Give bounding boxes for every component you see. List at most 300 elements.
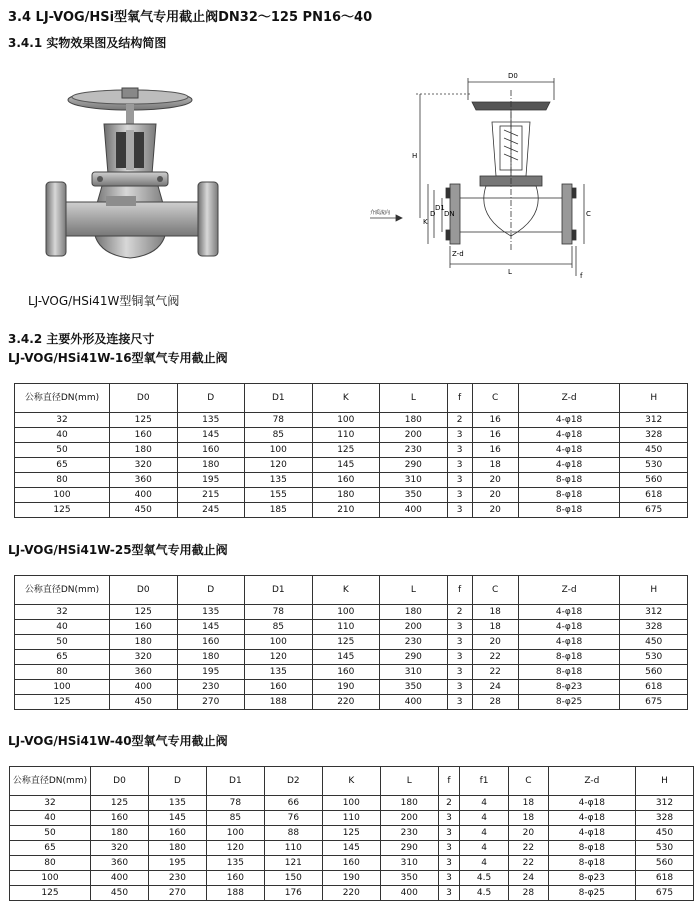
table-cell: 32 bbox=[15, 413, 110, 428]
table-cell: 4-φ18 bbox=[548, 811, 635, 826]
table-cell: 145 bbox=[312, 650, 380, 665]
table-cell: 22 bbox=[472, 665, 518, 680]
table-cell: 312 bbox=[635, 796, 693, 811]
table-cell: 88 bbox=[264, 826, 322, 841]
table-cell: 4 bbox=[460, 841, 509, 856]
table-cell: 16 bbox=[472, 443, 518, 458]
table-cell: 22 bbox=[509, 841, 549, 856]
table-cell: 310 bbox=[380, 473, 448, 488]
table-cell: 50 bbox=[10, 826, 91, 841]
table-cell: 210 bbox=[312, 503, 380, 518]
table-cell: 18 bbox=[472, 620, 518, 635]
table-title-40: LJ-VOG/HSi41W-40型氧气专用截止阀 bbox=[8, 734, 228, 748]
table-cell: 4-φ18 bbox=[548, 826, 635, 841]
table-cell: 3 bbox=[447, 665, 472, 680]
table-cell: 290 bbox=[380, 650, 448, 665]
table-row bbox=[10, 841, 694, 856]
column-header: K bbox=[312, 384, 380, 413]
table-cell: 180 bbox=[380, 413, 448, 428]
table-cell: 176 bbox=[264, 886, 322, 901]
column-header: f1 bbox=[460, 767, 509, 796]
table-cell: 100 bbox=[312, 605, 380, 620]
spec-table-40 bbox=[9, 766, 694, 901]
column-header: D0 bbox=[110, 384, 178, 413]
table-cell: 2 bbox=[438, 796, 459, 811]
table-cell: 3 bbox=[447, 635, 472, 650]
column-header: D1 bbox=[245, 576, 313, 605]
table-cell: 40 bbox=[15, 620, 110, 635]
table-cell: 200 bbox=[380, 428, 448, 443]
table-cell: 312 bbox=[620, 413, 688, 428]
table-cell: 360 bbox=[110, 473, 178, 488]
table-cell: 3 bbox=[438, 856, 459, 871]
table-cell: 2 bbox=[447, 605, 472, 620]
main-heading: 3.4 LJ-VOG/HSi型氧气专用截止阀DN32～125 PN16～40 bbox=[8, 10, 373, 25]
table-cell: 4.5 bbox=[460, 886, 509, 901]
table-cell: 4.5 bbox=[460, 871, 509, 886]
table-cell: 18 bbox=[472, 605, 518, 620]
table-cell: 120 bbox=[245, 650, 313, 665]
table-cell: 125 bbox=[15, 503, 110, 518]
label-d1: D1 bbox=[435, 204, 445, 212]
table-cell: 145 bbox=[177, 428, 245, 443]
table-cell: 3 bbox=[438, 886, 459, 901]
table-cell: 188 bbox=[245, 695, 313, 710]
table-cell: 18 bbox=[472, 458, 518, 473]
column-header: L bbox=[380, 767, 438, 796]
table-cell: 2 bbox=[447, 413, 472, 428]
table-header-row bbox=[15, 384, 688, 413]
column-header: L bbox=[380, 384, 448, 413]
column-header: Z-d bbox=[518, 576, 620, 605]
table-cell: 230 bbox=[148, 871, 206, 886]
table-cell: 200 bbox=[380, 620, 448, 635]
column-header: D bbox=[148, 767, 206, 796]
label-dn: DN bbox=[444, 210, 455, 218]
table-cell: 125 bbox=[322, 826, 380, 841]
table-cell: 3 bbox=[447, 680, 472, 695]
table-row bbox=[10, 796, 694, 811]
table-cell: 3 bbox=[438, 841, 459, 856]
table-cell: 190 bbox=[322, 871, 380, 886]
label-h: H bbox=[412, 152, 418, 160]
table-cell: 100 bbox=[10, 871, 91, 886]
column-header: D bbox=[177, 384, 245, 413]
table-cell: 66 bbox=[264, 796, 322, 811]
table-cell: 125 bbox=[10, 886, 91, 901]
section-heading-341: 3.4.1 实物效果图及结构简图 bbox=[8, 36, 167, 50]
table-cell: 40 bbox=[10, 811, 91, 826]
table-cell: 350 bbox=[380, 488, 448, 503]
table-cell: 675 bbox=[620, 503, 688, 518]
table-row bbox=[10, 886, 694, 901]
table-cell: 3 bbox=[438, 871, 459, 886]
table-cell: 3 bbox=[447, 443, 472, 458]
table-cell: 530 bbox=[620, 650, 688, 665]
table-cell: 20 bbox=[472, 488, 518, 503]
table-cell: 400 bbox=[110, 680, 178, 695]
table-cell: 3 bbox=[447, 473, 472, 488]
table-cell: 20 bbox=[472, 635, 518, 650]
table-cell: 8-φ25 bbox=[518, 695, 620, 710]
label-zd: Z-d bbox=[452, 250, 464, 258]
table-cell: 125 bbox=[312, 443, 380, 458]
table-row bbox=[15, 413, 688, 428]
table-cell: 28 bbox=[472, 695, 518, 710]
table-cell: 400 bbox=[380, 695, 448, 710]
valve-photo bbox=[42, 84, 222, 274]
table-cell: 135 bbox=[148, 796, 206, 811]
table-cell: 160 bbox=[110, 620, 178, 635]
table-cell: 18 bbox=[509, 811, 549, 826]
column-header: D1 bbox=[206, 767, 264, 796]
table-cell: 125 bbox=[110, 413, 178, 428]
table-cell: 3 bbox=[447, 695, 472, 710]
table-cell: 160 bbox=[245, 680, 313, 695]
table-cell: 100 bbox=[245, 443, 313, 458]
table-cell: 270 bbox=[148, 886, 206, 901]
table-cell: 65 bbox=[15, 458, 110, 473]
table-cell: 220 bbox=[322, 886, 380, 901]
table-cell: 180 bbox=[110, 443, 178, 458]
table-cell: 85 bbox=[206, 811, 264, 826]
table-cell: 290 bbox=[380, 841, 438, 856]
spec-table-16 bbox=[14, 383, 688, 518]
table-cell: 675 bbox=[620, 695, 688, 710]
table-cell: 22 bbox=[509, 856, 549, 871]
table-row bbox=[15, 635, 688, 650]
table-cell: 4 bbox=[460, 856, 509, 871]
column-header: 公称直径DN(mm) bbox=[15, 576, 110, 605]
table-cell: 125 bbox=[312, 635, 380, 650]
table-cell: 125 bbox=[15, 695, 110, 710]
column-header: C bbox=[509, 767, 549, 796]
table-cell: 160 bbox=[177, 443, 245, 458]
table-cell: 618 bbox=[620, 680, 688, 695]
table-cell: 3 bbox=[438, 826, 459, 841]
table-cell: 135 bbox=[245, 473, 313, 488]
table-cell: 4-φ18 bbox=[518, 443, 620, 458]
table-title-16: LJ-VOG/HSi41W-16型氧气专用截止阀 bbox=[8, 351, 228, 365]
column-header: f bbox=[438, 767, 459, 796]
table-cell: 120 bbox=[245, 458, 313, 473]
table-cell: 195 bbox=[177, 665, 245, 680]
table-cell: 160 bbox=[91, 811, 149, 826]
table-row bbox=[15, 665, 688, 680]
column-header: C bbox=[472, 384, 518, 413]
table-cell: 3 bbox=[447, 458, 472, 473]
column-header: C bbox=[472, 576, 518, 605]
table-cell: 145 bbox=[148, 811, 206, 826]
table-cell: 350 bbox=[380, 871, 438, 886]
table-cell: 8-φ18 bbox=[518, 473, 620, 488]
table-cell: 160 bbox=[148, 826, 206, 841]
table-cell: 190 bbox=[312, 680, 380, 695]
section-heading-342: 3.4.2 主要外形及连接尺寸 bbox=[8, 332, 155, 346]
table-cell: 85 bbox=[245, 620, 313, 635]
table-cell: 195 bbox=[148, 856, 206, 871]
table-cell: 320 bbox=[91, 841, 149, 856]
table-cell: 28 bbox=[509, 886, 549, 901]
table-row bbox=[15, 458, 688, 473]
table-cell: 135 bbox=[245, 665, 313, 680]
table-cell: 180 bbox=[110, 635, 178, 650]
table-cell: 230 bbox=[380, 443, 448, 458]
table-cell: 675 bbox=[635, 886, 693, 901]
table-cell: 100 bbox=[206, 826, 264, 841]
table-cell: 560 bbox=[620, 473, 688, 488]
table-cell: 180 bbox=[177, 650, 245, 665]
table-cell: 180 bbox=[91, 826, 149, 841]
column-header: f bbox=[447, 576, 472, 605]
table-cell: 160 bbox=[322, 856, 380, 871]
table-cell: 8-φ18 bbox=[518, 665, 620, 680]
table-cell: 618 bbox=[620, 488, 688, 503]
table-cell: 145 bbox=[312, 458, 380, 473]
table-row bbox=[10, 826, 694, 841]
table-cell: 450 bbox=[110, 503, 178, 518]
table-cell: 450 bbox=[91, 886, 149, 901]
table-cell: 65 bbox=[10, 841, 91, 856]
table-cell: 328 bbox=[620, 428, 688, 443]
table-row bbox=[15, 680, 688, 695]
table-cell: 145 bbox=[177, 620, 245, 635]
table-cell: 125 bbox=[91, 796, 149, 811]
table-cell: 180 bbox=[177, 458, 245, 473]
table-cell: 310 bbox=[380, 856, 438, 871]
column-header: D1 bbox=[245, 384, 313, 413]
table-cell: 312 bbox=[620, 605, 688, 620]
table-cell: 80 bbox=[10, 856, 91, 871]
table-cell: 4 bbox=[460, 811, 509, 826]
table-cell: 135 bbox=[206, 856, 264, 871]
column-header: f bbox=[447, 384, 472, 413]
table-cell: 180 bbox=[380, 605, 448, 620]
table-cell: 180 bbox=[380, 796, 438, 811]
column-header: H bbox=[620, 576, 688, 605]
table-cell: 32 bbox=[10, 796, 91, 811]
table-cell: 135 bbox=[177, 605, 245, 620]
table-cell: 8-φ18 bbox=[518, 650, 620, 665]
table-cell: 110 bbox=[312, 620, 380, 635]
table-row bbox=[15, 473, 688, 488]
table-cell: 450 bbox=[620, 635, 688, 650]
table-cell: 78 bbox=[206, 796, 264, 811]
table-cell: 20 bbox=[509, 826, 549, 841]
column-header: D bbox=[177, 576, 245, 605]
table-cell: 320 bbox=[110, 650, 178, 665]
table-cell: 78 bbox=[245, 605, 313, 620]
table-cell: 4-φ18 bbox=[518, 458, 620, 473]
table-cell: 200 bbox=[380, 811, 438, 826]
table-cell: 560 bbox=[635, 856, 693, 871]
column-header: 公称直径DN(mm) bbox=[15, 384, 110, 413]
table-cell: 160 bbox=[177, 635, 245, 650]
table-cell: 530 bbox=[635, 841, 693, 856]
flow-label: 介质流向 bbox=[370, 210, 391, 216]
table-cell: 230 bbox=[177, 680, 245, 695]
label-c: C bbox=[586, 210, 591, 218]
table-header-row bbox=[10, 767, 694, 796]
table-cell: 125 bbox=[110, 605, 178, 620]
table-row bbox=[10, 871, 694, 886]
table-cell: 3 bbox=[447, 428, 472, 443]
structure-drawing bbox=[368, 66, 598, 282]
table-cell: 145 bbox=[322, 841, 380, 856]
table-cell: 110 bbox=[312, 428, 380, 443]
table-cell: 8-φ23 bbox=[548, 871, 635, 886]
table-cell: 4-φ18 bbox=[518, 620, 620, 635]
table-cell: 20 bbox=[472, 503, 518, 518]
column-header: 公称直径DN(mm) bbox=[10, 767, 91, 796]
column-header: K bbox=[312, 576, 380, 605]
table-cell: 270 bbox=[177, 695, 245, 710]
table-cell: 3 bbox=[438, 811, 459, 826]
table-cell: 328 bbox=[635, 811, 693, 826]
table-cell: 120 bbox=[206, 841, 264, 856]
table-cell: 3 bbox=[447, 650, 472, 665]
table-cell: 121 bbox=[264, 856, 322, 871]
table-cell: 195 bbox=[177, 473, 245, 488]
column-header: Z-d bbox=[548, 767, 635, 796]
table-cell: 100 bbox=[245, 635, 313, 650]
label-l: L bbox=[508, 268, 512, 276]
table-cell: 22 bbox=[472, 650, 518, 665]
photo-caption: LJ-VOG/HSi41W型铜氧气阀 bbox=[28, 294, 180, 308]
table-cell: 24 bbox=[509, 871, 549, 886]
table-cell: 160 bbox=[110, 428, 178, 443]
table-cell: 110 bbox=[322, 811, 380, 826]
table-cell: 245 bbox=[177, 503, 245, 518]
table-cell: 185 bbox=[245, 503, 313, 518]
table-cell: 4 bbox=[460, 826, 509, 841]
table-cell: 50 bbox=[15, 443, 110, 458]
table-cell: 360 bbox=[91, 856, 149, 871]
table-cell: 4-φ18 bbox=[518, 428, 620, 443]
table-cell: 8-φ18 bbox=[518, 503, 620, 518]
table-cell: 8-φ18 bbox=[548, 856, 635, 871]
table-cell: 135 bbox=[177, 413, 245, 428]
table-cell: 180 bbox=[148, 841, 206, 856]
table-cell: 400 bbox=[380, 503, 448, 518]
table-row bbox=[15, 695, 688, 710]
table-row bbox=[15, 620, 688, 635]
table-title-25: LJ-VOG/HSi41W-25型氧气专用截止阀 bbox=[8, 543, 228, 557]
table-cell: 100 bbox=[15, 488, 110, 503]
table-row bbox=[15, 650, 688, 665]
table-cell: 530 bbox=[620, 458, 688, 473]
table-row bbox=[15, 488, 688, 503]
table-cell: 560 bbox=[620, 665, 688, 680]
table-cell: 450 bbox=[620, 443, 688, 458]
table-cell: 80 bbox=[15, 473, 110, 488]
table-cell: 4-φ18 bbox=[518, 635, 620, 650]
table-cell: 310 bbox=[380, 665, 448, 680]
table-row bbox=[15, 503, 688, 518]
table-cell: 40 bbox=[15, 428, 110, 443]
table-cell: 16 bbox=[472, 413, 518, 428]
table-cell: 3 bbox=[447, 620, 472, 635]
table-cell: 400 bbox=[91, 871, 149, 886]
table-cell: 4 bbox=[460, 796, 509, 811]
table-cell: 328 bbox=[620, 620, 688, 635]
table-cell: 20 bbox=[472, 473, 518, 488]
table-row bbox=[15, 605, 688, 620]
label-k: K bbox=[423, 218, 428, 226]
column-header: D0 bbox=[91, 767, 149, 796]
table-cell: 8-φ18 bbox=[518, 488, 620, 503]
table-cell: 160 bbox=[206, 871, 264, 886]
table-cell: 65 bbox=[15, 650, 110, 665]
column-header: K bbox=[322, 767, 380, 796]
table-cell: 16 bbox=[472, 428, 518, 443]
column-header: D2 bbox=[264, 767, 322, 796]
table-cell: 110 bbox=[264, 841, 322, 856]
label-d: D bbox=[430, 210, 436, 218]
table-cell: 188 bbox=[206, 886, 264, 901]
table-cell: 32 bbox=[15, 605, 110, 620]
table-cell: 78 bbox=[245, 413, 313, 428]
table-cell: 80 bbox=[15, 665, 110, 680]
table-cell: 618 bbox=[635, 871, 693, 886]
table-cell: 230 bbox=[380, 635, 448, 650]
table-row bbox=[10, 811, 694, 826]
table-cell: 8-φ23 bbox=[518, 680, 620, 695]
column-header: H bbox=[620, 384, 688, 413]
table-cell: 220 bbox=[312, 695, 380, 710]
column-header: D0 bbox=[110, 576, 178, 605]
table-cell: 320 bbox=[110, 458, 178, 473]
table-cell: 150 bbox=[264, 871, 322, 886]
table-cell: 100 bbox=[322, 796, 380, 811]
table-cell: 160 bbox=[312, 665, 380, 680]
table-row bbox=[15, 428, 688, 443]
column-header: H bbox=[635, 767, 693, 796]
column-header: L bbox=[380, 576, 448, 605]
table-cell: 290 bbox=[380, 458, 448, 473]
table-row bbox=[10, 856, 694, 871]
table-cell: 85 bbox=[245, 428, 313, 443]
table-cell: 350 bbox=[380, 680, 448, 695]
table-cell: 8-φ18 bbox=[548, 841, 635, 856]
table-cell: 4-φ18 bbox=[518, 605, 620, 620]
table-cell: 100 bbox=[15, 680, 110, 695]
table-cell: 215 bbox=[177, 488, 245, 503]
table-cell: 4-φ18 bbox=[548, 796, 635, 811]
table-cell: 3 bbox=[447, 503, 472, 518]
table-cell: 230 bbox=[380, 826, 438, 841]
table-cell: 24 bbox=[472, 680, 518, 695]
label-d0: D0 bbox=[508, 72, 518, 80]
table-cell: 100 bbox=[312, 413, 380, 428]
table-cell: 76 bbox=[264, 811, 322, 826]
table-cell: 4-φ18 bbox=[518, 413, 620, 428]
table-cell: 400 bbox=[380, 886, 438, 901]
table-row bbox=[15, 443, 688, 458]
table-cell: 18 bbox=[509, 796, 549, 811]
table-cell: 50 bbox=[15, 635, 110, 650]
table-cell: 360 bbox=[110, 665, 178, 680]
table-cell: 180 bbox=[312, 488, 380, 503]
spec-table-25 bbox=[14, 575, 688, 710]
table-cell: 155 bbox=[245, 488, 313, 503]
table-cell: 160 bbox=[312, 473, 380, 488]
table-cell: 3 bbox=[447, 488, 472, 503]
table-cell: 450 bbox=[110, 695, 178, 710]
label-f: f bbox=[580, 272, 583, 280]
table-cell: 450 bbox=[635, 826, 693, 841]
table-cell: 8-φ25 bbox=[548, 886, 635, 901]
